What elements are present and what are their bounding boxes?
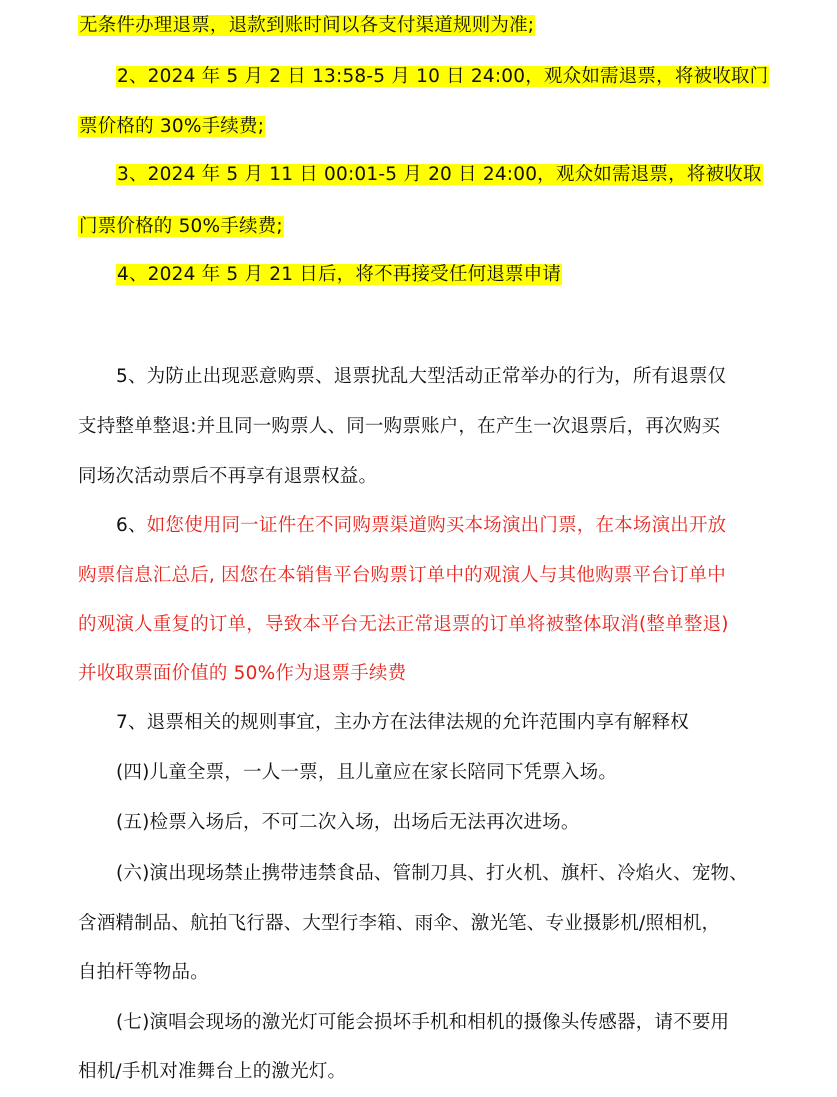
highlighted-text: 门票价格的 50%手续费; <box>79 216 283 237</box>
rule-6-number: 6、 <box>116 515 147 536</box>
section-5: (五)检票入场后，不可二次入场，出场后无法再次进场。 <box>116 812 580 833</box>
refund-tier-3-line-1 <box>116 158 763 192</box>
refund-tier-3-line-2 <box>78 210 284 244</box>
section-4: (四)儿童全票，一人一票，且儿童应在家长陪同下凭票入场。 <box>116 762 618 783</box>
section-6-line-2: 含酒精制品、航拍飞行器、大型行李箱、雨伞、激光笔、专业摄影机/照相机， <box>78 913 721 934</box>
rule-6-line-3: 的观演人重复的订单，导致本平台无法正常退票的订单将被整体取消(整单整退) <box>78 614 729 635</box>
highlighted-text: 无条件办理退票，退款到账时间以各支付渠道规则为准; <box>79 15 535 36</box>
section-6-line-3: 自拍杆等物品。 <box>78 962 209 983</box>
highlighted-text: 3、2024 年 5 月 11 日 00:01-5 月 20 日 24:00，观众如需退票，将被收取 <box>117 164 762 185</box>
refund-tier-2-line-2 <box>78 110 265 144</box>
highlighted-text: 2、2024 年 5 月 2 日 13:58-5 月 10 日 24:00，观众如需退票，将被收取门 <box>117 66 769 87</box>
refund-tier-4 <box>116 258 562 292</box>
section-6-line-1: (六)演出现场禁止携带违禁食品、管制刀具、打火机、旗杆、冷焰火、宠物、 <box>116 863 748 884</box>
rule-7: 7、退票相关的规则事宜，主办方在法律法规的允许范围内享有解释权 <box>116 712 689 733</box>
refund-tier-2-line-1 <box>116 60 769 94</box>
rule-6-line-1 <box>116 509 726 543</box>
rule-6-line-2: 购票信息汇总后, 因您在本销售平台购票订单中的观演人与其他购票平台订单中 <box>78 565 726 586</box>
rule-5-line-3: 同场次活动票后不再享有退票权益。 <box>78 466 378 487</box>
rule-5-line-2: 支持整单整退:并且同一购票人、同一购票账户，在产生一次退票后，再次购买 <box>78 416 721 437</box>
highlighted-text: 4、2024 年 5 月 21 日后，将不再接受任何退票申请 <box>117 264 562 285</box>
section-7-line-1: (七)演唱会现场的激光灯可能会损坏手机和相机的摄像头传感器，请不要用 <box>116 1012 730 1033</box>
rule-5-line-1: 5、为防止出现恶意购票、退票扰乱大型活动正常举办的行为，所有退票仅 <box>116 366 727 387</box>
section-7-line-2: 相机/手机对准舞台上的激光灯。 <box>78 1061 347 1082</box>
rule-6-line-4: 并收取票面价值的 50%作为退票手续费 <box>78 663 407 684</box>
highlighted-text: 票价格的 30%手续费; <box>79 116 265 137</box>
rule-6-red-text: 如您使用同一证件在不同购票渠道购买本场演出门票，在本场演出开放 <box>146 515 727 536</box>
refund-tier-1-tail <box>78 9 535 43</box>
